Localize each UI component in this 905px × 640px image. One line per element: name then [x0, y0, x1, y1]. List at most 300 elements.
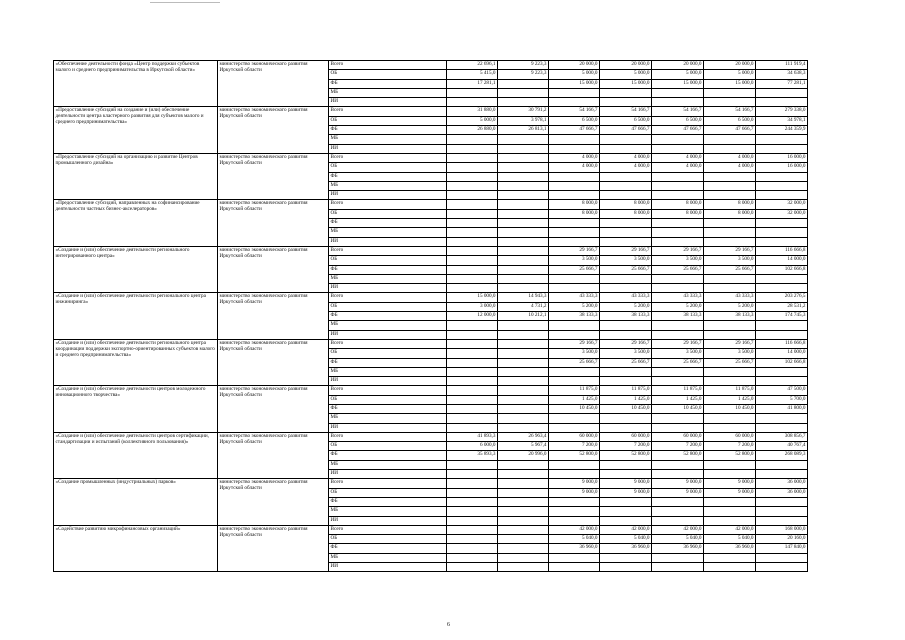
value-cell: 4 000,0: [549, 153, 600, 162]
value-cell: [549, 497, 600, 506]
value-cell: 5 000,0: [600, 70, 652, 79]
value-cell: 3 500,0: [549, 349, 600, 358]
value-cell: 36 960,0: [549, 544, 600, 553]
value-cell: 15 000,0: [652, 79, 704, 88]
value-cell: [498, 395, 549, 404]
total-cell: 34 638,3: [756, 70, 808, 79]
value-cell: 11 875,0: [652, 386, 704, 395]
value-cell: 11 875,0: [600, 386, 652, 395]
value-cell: [447, 274, 498, 283]
funding-source: ФБ: [329, 358, 447, 367]
value-cell: 6 500,0: [704, 116, 756, 125]
funding-source: ФБ: [329, 451, 447, 460]
value-cell: 7 200,0: [652, 442, 704, 451]
value-cell: [704, 321, 756, 330]
value-cell: [447, 349, 498, 358]
funding-source: ОБ: [329, 116, 447, 125]
total-cell: 116 666,8: [756, 246, 808, 255]
value-cell: 25 666,7: [549, 265, 600, 274]
value-cell: [652, 181, 704, 190]
table-row: [54, 432, 808, 441]
value-cell: [652, 284, 704, 293]
value-cell: [447, 460, 498, 469]
value-cell: [447, 404, 498, 413]
value-cell: 47 666,7: [549, 126, 600, 135]
value-cell: [600, 135, 652, 144]
total-cell: [756, 284, 808, 293]
value-cell: 5 200,0: [600, 302, 652, 311]
total-cell: 279 338,0: [756, 107, 808, 116]
value-cell: 12 000,0: [447, 312, 498, 321]
value-cell: [498, 404, 549, 413]
value-cell: 9 000,0: [704, 488, 756, 497]
responsible-executor: министерство экономического развития Иркутской области: [218, 432, 329, 478]
value-cell: 5 967,4: [498, 442, 549, 451]
total-cell: 147 840,0: [756, 544, 808, 553]
scan-artifact: [150, 2, 220, 3]
value-cell: [704, 172, 756, 181]
value-cell: 7 200,0: [549, 442, 600, 451]
value-cell: [549, 460, 600, 469]
value-cell: [600, 563, 652, 572]
value-cell: 5 040,0: [600, 535, 652, 544]
value-cell: [447, 358, 498, 367]
value-cell: [549, 563, 600, 572]
responsible-executor: министерство экономического развития Иркутской области: [218, 61, 329, 107]
funding-source: Всего: [329, 293, 447, 302]
value-cell: [549, 172, 600, 181]
value-cell: 29 166,7: [549, 339, 600, 348]
total-cell: [756, 516, 808, 525]
value-cell: [600, 88, 652, 97]
value-cell: 5 040,0: [652, 535, 704, 544]
value-cell: [498, 460, 549, 469]
value-cell: [498, 516, 549, 525]
value-cell: 20 000,0: [652, 61, 704, 70]
value-cell: [447, 488, 498, 497]
table-row: [54, 61, 808, 70]
value-cell: 5 000,0: [549, 70, 600, 79]
value-cell: [498, 172, 549, 181]
value-cell: 4 000,0: [600, 163, 652, 172]
funding-source: Всего: [329, 432, 447, 441]
value-cell: [447, 237, 498, 246]
total-cell: 116 666,8: [756, 339, 808, 348]
value-cell: 15 000,0: [600, 79, 652, 88]
funding-source: ФБ: [329, 312, 447, 321]
value-cell: [704, 507, 756, 516]
value-cell: 8 000,0: [652, 200, 704, 209]
value-cell: [549, 181, 600, 190]
value-cell: [447, 219, 498, 228]
value-cell: [447, 256, 498, 265]
value-cell: [652, 191, 704, 200]
total-cell: 5 700,0: [756, 395, 808, 404]
total-cell: 102 666,8: [756, 265, 808, 274]
value-cell: [447, 535, 498, 544]
funding-source: Всего: [329, 479, 447, 488]
value-cell: [447, 414, 498, 423]
value-cell: 9 000,0: [600, 479, 652, 488]
value-cell: [600, 181, 652, 190]
value-cell: [447, 339, 498, 348]
funding-source: ОБ: [329, 70, 447, 79]
value-cell: [498, 386, 549, 395]
total-cell: 268 089,3: [756, 451, 808, 460]
value-cell: [549, 144, 600, 153]
value-cell: [704, 414, 756, 423]
value-cell: [652, 423, 704, 432]
value-cell: 14 943,3: [498, 293, 549, 302]
funding-source: ИИ: [329, 98, 447, 107]
value-cell: 25 666,7: [704, 265, 756, 274]
value-cell: 15 000,0: [704, 79, 756, 88]
funding-source: МБ: [329, 414, 447, 423]
value-cell: 20 000,0: [600, 61, 652, 70]
value-cell: [447, 395, 498, 404]
funding-source: ФБ: [329, 497, 447, 506]
value-cell: [600, 191, 652, 200]
total-cell: [756, 144, 808, 153]
value-cell: 26 963,4: [498, 432, 549, 441]
value-cell: 5 000,0: [652, 70, 704, 79]
value-cell: [498, 228, 549, 237]
value-cell: 29 166,7: [704, 339, 756, 348]
value-cell: [447, 367, 498, 376]
table-row: [54, 386, 808, 395]
value-cell: [704, 228, 756, 237]
funding-source: ФБ: [329, 544, 447, 553]
value-cell: [498, 200, 549, 209]
funding-source: ФБ: [329, 79, 447, 88]
value-cell: [447, 321, 498, 330]
value-cell: 52 800,0: [652, 451, 704, 460]
responsible-executor: министерство экономического развития Иркутской области: [218, 386, 329, 432]
value-cell: [652, 98, 704, 107]
value-cell: [549, 377, 600, 386]
value-cell: 3 500,0: [704, 256, 756, 265]
value-cell: [549, 507, 600, 516]
value-cell: 15 000,0: [447, 293, 498, 302]
funding-source: МБ: [329, 553, 447, 562]
value-cell: [600, 98, 652, 107]
value-cell: [549, 135, 600, 144]
funding-source: ОБ: [329, 256, 447, 265]
value-cell: 9 000,0: [549, 488, 600, 497]
value-cell: [447, 98, 498, 107]
value-cell: [600, 237, 652, 246]
value-cell: 3 500,0: [600, 349, 652, 358]
value-cell: [549, 98, 600, 107]
value-cell: [652, 470, 704, 479]
funding-source: МБ: [329, 321, 447, 330]
value-cell: 54 166,7: [704, 107, 756, 116]
value-cell: 47 666,7: [652, 126, 704, 135]
responsible-executor: министерство экономического развития Иркутской области: [218, 293, 329, 339]
value-cell: 30 791,2: [498, 107, 549, 116]
responsible-executor: министерство экономического развития Иркутской области: [218, 153, 329, 199]
value-cell: [704, 367, 756, 376]
value-cell: [704, 181, 756, 190]
value-cell: [600, 497, 652, 506]
value-cell: [447, 284, 498, 293]
funding-source: ФБ: [329, 404, 447, 413]
total-cell: 32 000,0: [756, 200, 808, 209]
value-cell: [704, 377, 756, 386]
value-cell: [447, 516, 498, 525]
total-cell: 14 000,0: [756, 349, 808, 358]
total-cell: [756, 172, 808, 181]
value-cell: 11 875,0: [704, 386, 756, 395]
value-cell: [549, 516, 600, 525]
table-row: [54, 107, 808, 116]
value-cell: [704, 274, 756, 283]
value-cell: 29 166,7: [652, 339, 704, 348]
value-cell: 54 166,7: [600, 107, 652, 116]
value-cell: 60 000,0: [549, 432, 600, 441]
value-cell: 36 960,0: [652, 544, 704, 553]
value-cell: 38 133,3: [652, 312, 704, 321]
value-cell: [704, 219, 756, 228]
total-cell: [756, 414, 808, 423]
value-cell: [549, 423, 600, 432]
value-cell: [549, 274, 600, 283]
funding-source: Всего: [329, 386, 447, 395]
total-cell: [756, 367, 808, 376]
total-cell: 168 000,0: [756, 525, 808, 534]
value-cell: 29 166,7: [600, 339, 652, 348]
funding-source: ОБ: [329, 209, 447, 218]
total-cell: [756, 237, 808, 246]
value-cell: [600, 144, 652, 153]
value-cell: 1 425,0: [549, 395, 600, 404]
value-cell: 3 978,1: [498, 116, 549, 125]
responsible-executor: министерство экономического развития Иркутской области: [218, 479, 329, 525]
total-cell: 34 978,1: [756, 116, 808, 125]
value-cell: 29 166,7: [704, 246, 756, 255]
value-cell: 9 000,0: [652, 488, 704, 497]
value-cell: [498, 163, 549, 172]
value-cell: [652, 507, 704, 516]
responsible-executor: министерство экономического развития Иркутской области: [218, 200, 329, 246]
table-row: [54, 339, 808, 348]
funding-source: МБ: [329, 507, 447, 516]
value-cell: [447, 470, 498, 479]
total-cell: 174 745,3: [756, 312, 808, 321]
funding-source: МБ: [329, 181, 447, 190]
value-cell: [549, 88, 600, 97]
value-cell: 26 880,0: [447, 126, 498, 135]
funding-source: ИИ: [329, 470, 447, 479]
total-cell: 20 160,0: [756, 535, 808, 544]
value-cell: [447, 525, 498, 534]
value-cell: 4 000,0: [549, 163, 600, 172]
value-cell: [498, 525, 549, 534]
total-cell: 41 800,0: [756, 404, 808, 413]
value-cell: [447, 563, 498, 572]
funding-source: МБ: [329, 367, 447, 376]
value-cell: [549, 321, 600, 330]
value-cell: 9 000,0: [600, 488, 652, 497]
total-cell: 111 919,4: [756, 61, 808, 70]
value-cell: [652, 172, 704, 181]
value-cell: [498, 88, 549, 97]
value-cell: [600, 377, 652, 386]
value-cell: 15 000,0: [549, 79, 600, 88]
funding-source: ОБ: [329, 349, 447, 358]
funding-source: ИИ: [329, 144, 447, 153]
total-cell: 203 276,5: [756, 293, 808, 302]
value-cell: [652, 228, 704, 237]
funding-source: Всего: [329, 61, 447, 70]
value-cell: [704, 470, 756, 479]
total-cell: [756, 219, 808, 228]
value-cell: [447, 544, 498, 553]
value-cell: [498, 470, 549, 479]
value-cell: [704, 330, 756, 339]
value-cell: [447, 209, 498, 218]
value-cell: 5 000,0: [447, 116, 498, 125]
funding-source: ФБ: [329, 126, 447, 135]
value-cell: [447, 135, 498, 144]
value-cell: [498, 274, 549, 283]
value-cell: [498, 414, 549, 423]
value-cell: [600, 470, 652, 479]
value-cell: 25 666,7: [549, 358, 600, 367]
total-cell: [756, 507, 808, 516]
value-cell: [498, 349, 549, 358]
value-cell: 8 000,0: [549, 209, 600, 218]
value-cell: [652, 219, 704, 228]
value-cell: 4 000,0: [600, 153, 652, 162]
activity-description: «Создание и (или) обеспечение деятельности центров сертификации, стандартизации и испытаний (коллективного пользования)»: [54, 432, 218, 478]
budget-table: [53, 60, 808, 572]
value-cell: 31 880,0: [447, 107, 498, 116]
activity-description: «Содействие развитию микрофинансовых организаций»: [54, 525, 218, 571]
value-cell: [498, 330, 549, 339]
value-cell: 8 000,0: [600, 200, 652, 209]
value-cell: 52 800,0: [704, 451, 756, 460]
funding-source: ФБ: [329, 172, 447, 181]
total-cell: [756, 135, 808, 144]
value-cell: [447, 228, 498, 237]
value-cell: 9 000,0: [704, 479, 756, 488]
funding-source: ИИ: [329, 377, 447, 386]
value-cell: 17 281,1: [447, 79, 498, 88]
total-cell: 14 000,0: [756, 256, 808, 265]
total-cell: 244 359,9: [756, 126, 808, 135]
page-number: 6: [447, 622, 450, 628]
funding-source: ОБ: [329, 395, 447, 404]
value-cell: [498, 256, 549, 265]
table-row: [54, 525, 808, 534]
value-cell: 29 166,7: [652, 246, 704, 255]
value-cell: [600, 553, 652, 562]
funding-source: Всего: [329, 107, 447, 116]
value-cell: [447, 246, 498, 255]
value-cell: 38 133,3: [549, 312, 600, 321]
value-cell: [652, 330, 704, 339]
value-cell: [600, 219, 652, 228]
value-cell: [498, 219, 549, 228]
value-cell: [549, 367, 600, 376]
value-cell: 6 000,0: [447, 442, 498, 451]
value-cell: [549, 470, 600, 479]
activity-description: «Предоставление субсидий на организацию и развитие Центров промышленного дизайна»: [54, 153, 218, 199]
value-cell: [447, 507, 498, 516]
value-cell: [498, 423, 549, 432]
value-cell: 43 333,3: [549, 293, 600, 302]
value-cell: 22 696,1: [447, 61, 498, 70]
value-cell: 10 212,1: [498, 312, 549, 321]
value-cell: 10 450,0: [704, 404, 756, 413]
funding-source: МБ: [329, 460, 447, 469]
value-cell: [704, 144, 756, 153]
value-cell: 3 500,0: [600, 256, 652, 265]
value-cell: [498, 563, 549, 572]
value-cell: [549, 219, 600, 228]
value-cell: [704, 497, 756, 506]
value-cell: [498, 265, 549, 274]
funding-source: МБ: [329, 88, 447, 97]
value-cell: [447, 423, 498, 432]
value-cell: 54 166,7: [549, 107, 600, 116]
value-cell: 25 666,7: [600, 265, 652, 274]
funding-source: ИИ: [329, 516, 447, 525]
total-cell: 40 767,4: [756, 442, 808, 451]
value-cell: [704, 516, 756, 525]
value-cell: [549, 191, 600, 200]
value-cell: [498, 377, 549, 386]
value-cell: [600, 516, 652, 525]
value-cell: 8 000,0: [704, 200, 756, 209]
activity-description: «Создание и (или) обеспечение деятельности регионального интегрированного центра»: [54, 246, 218, 292]
value-cell: 20 000,0: [549, 61, 600, 70]
value-cell: 3 500,0: [652, 256, 704, 265]
value-cell: 43 333,3: [600, 293, 652, 302]
value-cell: 25 666,7: [652, 358, 704, 367]
funding-source: ОБ: [329, 535, 447, 544]
value-cell: [447, 144, 498, 153]
value-cell: [498, 488, 549, 497]
activity-description: «Создание и (или) обеспечение деятельности центров молодежного инновационного творчества»: [54, 386, 218, 432]
value-cell: 1 425,0: [652, 395, 704, 404]
value-cell: [447, 88, 498, 97]
value-cell: 60 000,0: [652, 432, 704, 441]
value-cell: 20 000,0: [704, 61, 756, 70]
value-cell: 5 200,0: [549, 302, 600, 311]
value-cell: [652, 563, 704, 572]
value-cell: [498, 544, 549, 553]
value-cell: 4 731,2: [498, 302, 549, 311]
value-cell: [652, 274, 704, 283]
value-cell: 36 960,0: [704, 544, 756, 553]
value-cell: 52 800,0: [549, 451, 600, 460]
value-cell: [600, 367, 652, 376]
value-cell: 25 666,7: [704, 358, 756, 367]
value-cell: [704, 237, 756, 246]
value-cell: [498, 497, 549, 506]
value-cell: 29 166,7: [549, 246, 600, 255]
value-cell: 6 500,0: [549, 116, 600, 125]
total-cell: 28 531,2: [756, 302, 808, 311]
value-cell: 3 500,0: [704, 349, 756, 358]
funding-source: ОБ: [329, 488, 447, 497]
value-cell: [498, 479, 549, 488]
value-cell: 9 223,3: [498, 61, 549, 70]
value-cell: 60 000,0: [704, 432, 756, 441]
value-cell: [549, 330, 600, 339]
